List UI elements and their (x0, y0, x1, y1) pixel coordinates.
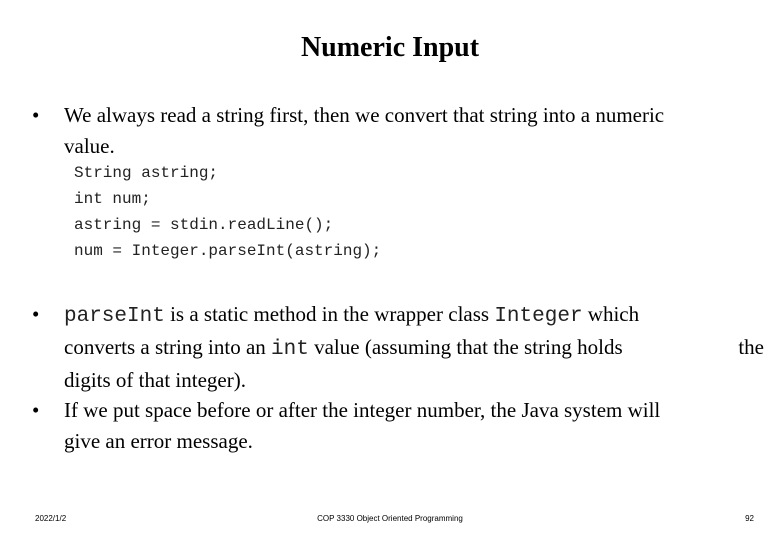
bullet-1-text (64, 100, 664, 162)
footer-date: 2022/1/2 (35, 514, 67, 523)
bullet-2-text-3: converts a string into an (64, 335, 272, 359)
bullet-marker: • (32, 302, 40, 326)
bullet-marker: • (32, 398, 40, 422)
bullet-1-line-1: We always read a string first, then we convert that string into a numeric (64, 103, 665, 127)
code-block (74, 160, 381, 264)
code-integer: Integer (494, 305, 583, 328)
bullet-2-text-1: is a static method in the wrapper class (164, 302, 495, 326)
bullet-2-line-1 (64, 299, 774, 332)
bullet-1-line-2: value. (64, 134, 115, 158)
bullet-2-line-3: digits of that integer). (64, 368, 246, 392)
code-line: num = Integer.parseInt(astring); (74, 242, 382, 260)
code-int: int (271, 338, 309, 361)
slide-title: Numeric Input (300, 32, 480, 63)
code-line: astring = stdin.readLine(); (74, 216, 334, 234)
footer-page-number: 92 (745, 514, 754, 523)
bullet-2-text (64, 299, 774, 396)
code-parseint: parseInt (64, 305, 165, 328)
bullet-2-text-5: the (738, 335, 764, 359)
bullet-2-text-4: value (assuming that the string holds (308, 335, 623, 359)
bullet-marker: • (32, 103, 40, 127)
bullet-3-text (64, 395, 660, 457)
bullet-2-line-2 (64, 332, 774, 365)
code-line: String astring; (74, 164, 219, 182)
bullet-3-line-2: give an error message. (64, 429, 253, 453)
bullet-2-text-2: which (582, 302, 640, 326)
bullet-3-line-1: If we put space before or after the integer number, the Java system will (64, 398, 661, 422)
code-line: int num; (74, 190, 151, 208)
footer-course: COP 3330 Object Oriented Programming (317, 514, 463, 523)
